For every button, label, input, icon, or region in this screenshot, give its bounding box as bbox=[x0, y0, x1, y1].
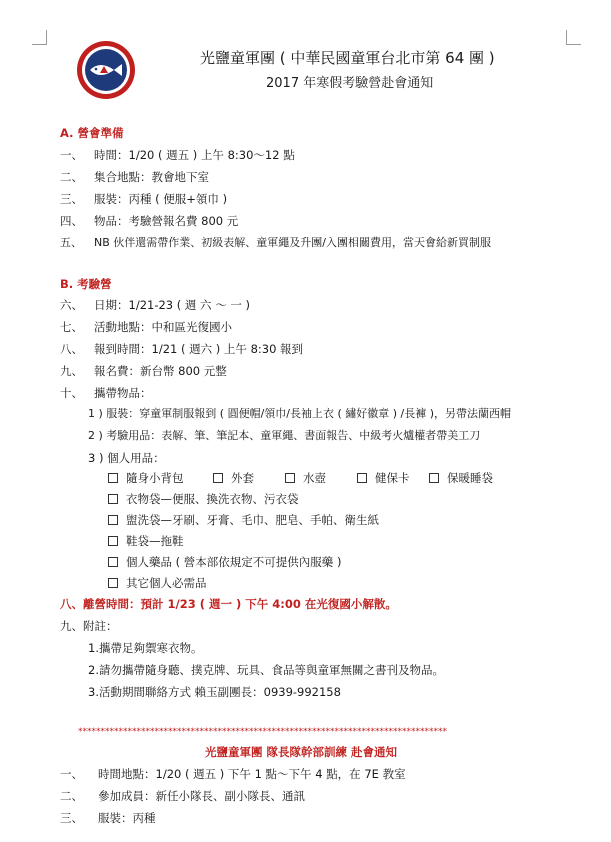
item-text: 時間地點：1/20 ( 週五 ) 下午 1 點～下午 4 點，在 7E 教室 bbox=[98, 767, 406, 781]
checklist-label: 外套 bbox=[231, 471, 254, 485]
item-number: 二、 bbox=[60, 789, 83, 803]
section-a-heading: A. 營會準備 bbox=[60, 126, 124, 140]
checklist-item[interactable] bbox=[108, 575, 207, 591]
dismissal-time: 八、離營時間：預計 1/23 ( 週一 ) 下午 4:00 在光復國小解散。 bbox=[60, 597, 397, 611]
carry-item-exam-supplies: 2 ) 考驗用品：表解、筆、筆記本、童軍繩、書面報告、中級考火爐權者帶美工刀 bbox=[88, 429, 481, 442]
item-text: 服裝：丙種 bbox=[98, 811, 156, 825]
section-b-item bbox=[60, 363, 227, 379]
item-text: 報名費：新台幣 800 元整 bbox=[94, 364, 227, 378]
section-b-item bbox=[60, 297, 250, 313]
checkbox[interactable] bbox=[108, 515, 118, 525]
section-b-item bbox=[60, 341, 303, 357]
note-item: 1.攜帶足夠禦寒衣物。 bbox=[88, 641, 203, 655]
section-a-item bbox=[60, 169, 209, 185]
item-number: 三、 bbox=[60, 192, 83, 206]
notes-heading: 九、附註： bbox=[60, 619, 118, 633]
item-text: NB 伙伴還需帶作業、初級表解、童軍繩及升團/入團相關費用，當天會給新買制服 bbox=[94, 236, 491, 249]
corner-mark-top-left bbox=[32, 30, 47, 45]
carry-item-personal: 3 ) 個人用品： bbox=[88, 451, 165, 465]
note-item: 2.請勿攜帶隨身聽、撲克牌、玩具、食品等與童軍無關之書刊及物品。 bbox=[88, 663, 444, 677]
item-number: 一、 bbox=[60, 767, 83, 781]
checklist-item[interactable] bbox=[429, 470, 493, 486]
section-c-item bbox=[60, 810, 156, 826]
checkbox[interactable] bbox=[108, 494, 118, 504]
section-c-item bbox=[60, 788, 305, 804]
page-title: 光鹽童軍團 ( 中華民國童軍台北市第 64 團 ) bbox=[200, 49, 495, 67]
checkbox[interactable] bbox=[108, 557, 118, 567]
item-text: 集合地點：教會地下室 bbox=[94, 170, 209, 184]
checkbox[interactable] bbox=[108, 578, 118, 588]
checklist-label: 健保卡 bbox=[375, 471, 410, 485]
item-text: 攜帶物品： bbox=[94, 386, 152, 400]
item-number: 七、 bbox=[60, 320, 83, 334]
item-number: 一、 bbox=[60, 148, 83, 162]
checkbox[interactable] bbox=[285, 473, 295, 483]
item-number: 三、 bbox=[60, 811, 83, 825]
checklist-label: 其它個人必需品 bbox=[126, 576, 207, 590]
checklist-item[interactable] bbox=[108, 470, 213, 486]
item-text: 日期：1/21-23 ( 週 六 ～ 一 ) bbox=[94, 298, 251, 312]
checklist-item[interactable] bbox=[108, 554, 341, 570]
section-b-item bbox=[60, 319, 232, 335]
item-number: 五、 bbox=[60, 236, 82, 249]
checklist-item[interactable] bbox=[285, 470, 357, 486]
checklist-label: 隨身小背包 bbox=[126, 471, 184, 485]
item-text: 服裝：丙種 ( 便服+領巾 ) bbox=[94, 192, 228, 206]
section-a-item bbox=[60, 191, 227, 207]
page-subtitle: 2017 年寒假考驗營赴會通知 bbox=[266, 76, 434, 91]
item-number: 六、 bbox=[60, 298, 83, 312]
section-a-item bbox=[60, 147, 295, 163]
section-b-item bbox=[60, 385, 152, 401]
item-number: 九、 bbox=[60, 364, 83, 378]
item-number: 八、 bbox=[60, 342, 83, 356]
star-divider: ********************************************************************************** bbox=[78, 727, 447, 737]
item-text: 報到時間：1/21 ( 週六 ) 上午 8:30 報到 bbox=[94, 342, 304, 356]
item-number: 二、 bbox=[60, 170, 83, 184]
checklist-item[interactable] bbox=[108, 533, 184, 549]
item-number: 四、 bbox=[60, 214, 83, 228]
checklist-item[interactable] bbox=[357, 470, 429, 486]
checkbox[interactable] bbox=[108, 473, 118, 483]
note-item: 3.活動期間聯絡方式 賴玉副團長：0939-992158 bbox=[88, 685, 341, 699]
checklist-label: 個人藥品 ( 營本部依規定不可提供內服藥 ) bbox=[126, 555, 342, 569]
troop-logo-emblem bbox=[76, 40, 136, 100]
checklist-label: 盥洗袋—牙刷、牙膏、毛巾、肥皂、手帕、衛生紙 bbox=[126, 513, 379, 527]
checkbox[interactable] bbox=[213, 473, 223, 483]
checklist-label: 衣物袋—便服、換洗衣物、污衣袋 bbox=[126, 492, 299, 506]
checklist-row bbox=[108, 470, 493, 486]
item-text: 參加成員：新任小隊長、副小隊長、通訊 bbox=[98, 789, 305, 803]
checkbox[interactable] bbox=[357, 473, 367, 483]
troop-logo bbox=[76, 40, 136, 100]
section-c-item bbox=[60, 766, 406, 782]
carry-item-uniform: 1 ) 服裝：穿童軍制服報到 ( 圓便帽/領巾/長袖上衣 ( 繡好徽章 ) /長褲 )，另帶法蘭西帽 bbox=[88, 407, 512, 420]
checkbox[interactable] bbox=[429, 473, 439, 483]
section-a-item bbox=[60, 235, 491, 251]
item-text: 物品：考驗營報名費 800 元 bbox=[94, 214, 239, 228]
checklist-item[interactable] bbox=[108, 491, 299, 507]
section-c-heading: 光鹽童軍團 隊長隊幹部訓練 赴會通知 bbox=[205, 745, 398, 759]
corner-mark-top-right bbox=[566, 30, 581, 45]
item-text: 時間：1/20 ( 週五 ) 上午 8:30～12 點 bbox=[94, 148, 295, 162]
checklist-label: 保暖睡袋 bbox=[447, 471, 493, 485]
checklist-item[interactable] bbox=[213, 470, 285, 486]
section-a-item bbox=[60, 213, 238, 229]
section-b-heading: B. 考驗營 bbox=[60, 277, 112, 291]
item-text: 活動地點：中和區光復國小 bbox=[94, 320, 232, 334]
checklist-item[interactable] bbox=[108, 512, 379, 528]
checklist-label: 鞋袋—拖鞋 bbox=[126, 534, 184, 548]
checkbox[interactable] bbox=[108, 536, 118, 546]
item-number: 十、 bbox=[60, 386, 83, 400]
checklist-label: 水壺 bbox=[303, 471, 326, 485]
